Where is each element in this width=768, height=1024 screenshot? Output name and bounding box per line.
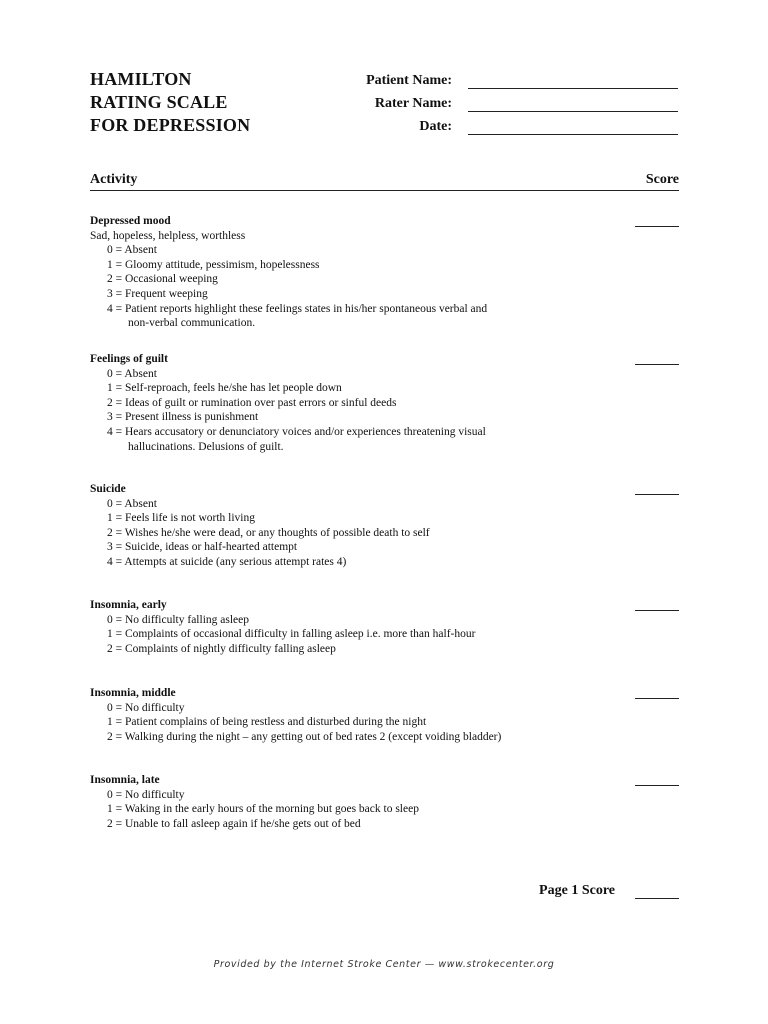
score-field[interactable]: [635, 363, 679, 365]
option-3: 3 = Present illness is punishment: [107, 411, 259, 424]
item-title: Depressed mood: [90, 215, 171, 227]
option-1: 1 = Self-reproach, feels he/she has let people down: [107, 382, 342, 395]
option-2: 2 = Wishes he/she were dead, or any thoughts of possible death to self: [107, 526, 430, 539]
score-field[interactable]: [635, 784, 679, 786]
option-2: 2 = Walking during the night – any getting out of bed rates 2 (except voiding bladder): [107, 730, 502, 743]
page-score-field[interactable]: [635, 897, 679, 899]
option-0: 0 = No difficulty falling asleep: [107, 613, 250, 626]
title-line-3: FOR DEPRESSION: [90, 115, 251, 135]
option-0: 0 = Absent: [107, 367, 157, 380]
rater-name-field[interactable]: [468, 110, 678, 112]
document-title: [90, 68, 250, 137]
option-4: 4 = Patient reports highlight these feelings states in his/her spontaneous verbal and: [107, 302, 488, 315]
date-field[interactable]: [468, 133, 678, 135]
title-line-1: HAMILTON: [90, 69, 192, 89]
footer-credit: Provided by the Internet Stroke Center — www.strokecenter.org: [213, 959, 555, 970]
item-insomnia-middle: [90, 686, 679, 744]
option-4-continued: non-verbal communication.: [128, 317, 256, 330]
option-4: 4 = Hears accusatory or denunciatory voices and/or experiences threatening visual: [107, 425, 486, 438]
option-0: 0 = No difficulty: [107, 701, 185, 714]
option-0: 0 = Absent: [107, 497, 157, 510]
page-score-label: Page 1 Score: [539, 883, 615, 898]
item-title: Insomnia, early: [90, 599, 167, 611]
option-0: 0 = Absent: [107, 244, 157, 257]
item-description: Sad, hopeless, helpless, worthless: [90, 229, 246, 242]
item-insomnia-early: [90, 598, 679, 656]
activity-column-label: Activity: [90, 172, 138, 187]
option-4-continued: hallucinations. Delusions of guilt.: [128, 440, 284, 453]
date-label: Date:: [419, 119, 452, 134]
score-field[interactable]: [635, 225, 679, 227]
option-2: 2 = Ideas of guilt or rumination over past errors or sinful deeds: [107, 396, 397, 409]
item-title: Feelings of guilt: [90, 353, 168, 365]
item-title: Insomnia, middle: [90, 687, 176, 699]
item-suicide: [90, 482, 679, 570]
option-1: 1 = Patient complains of being restless and disturbed during the night: [107, 716, 427, 729]
option-1: 1 = Gloomy attitude, pessimism, hopelessness: [107, 258, 320, 271]
option-3: 3 = Suicide, ideas or half-hearted attempt: [107, 541, 298, 554]
patient-info-fields: [330, 71, 680, 140]
option-0: 0 = No difficulty: [107, 788, 185, 801]
rater-name-row: [330, 94, 680, 117]
score-field[interactable]: [635, 697, 679, 699]
item-insomnia-late: [90, 773, 679, 831]
option-1: 1 = Waking in the early hours of the morning but goes back to sleep: [107, 803, 419, 816]
item-title: Insomnia, late: [90, 774, 160, 786]
score-field[interactable]: [635, 609, 679, 611]
item-feelings-of-guilt: [90, 352, 679, 454]
option-2: 2 = Unable to fall asleep again if he/she gets out of bed: [107, 817, 361, 830]
page-score: [90, 883, 679, 903]
rater-name-label: Rater Name:: [374, 96, 452, 111]
patient-name-row: [330, 71, 680, 94]
score-column-label: Score: [645, 172, 679, 187]
patient-name-label: Patient Name:: [366, 73, 452, 88]
score-field[interactable]: [635, 493, 679, 495]
option-3: 3 = Frequent weeping: [107, 287, 208, 300]
option-1: 1 = Complaints of occasional difficulty in falling asleep i.e. more than half-hour: [107, 628, 476, 641]
option-2: 2 = Complaints of nightly difficulty falling asleep: [107, 642, 336, 655]
item-title: Suicide: [90, 483, 126, 495]
patient-name-field[interactable]: [468, 87, 678, 89]
item-depressed-mood: [90, 214, 679, 331]
option-2: 2 = Occasional weeping: [107, 273, 218, 286]
date-row: [330, 117, 680, 140]
column-header: [90, 172, 679, 191]
option-1: 1 = Feels life is not worth living: [107, 512, 255, 525]
option-4: 4 = Attempts at suicide (any serious attempt rates 4): [107, 555, 347, 568]
title-line-2: RATING SCALE: [90, 92, 228, 112]
